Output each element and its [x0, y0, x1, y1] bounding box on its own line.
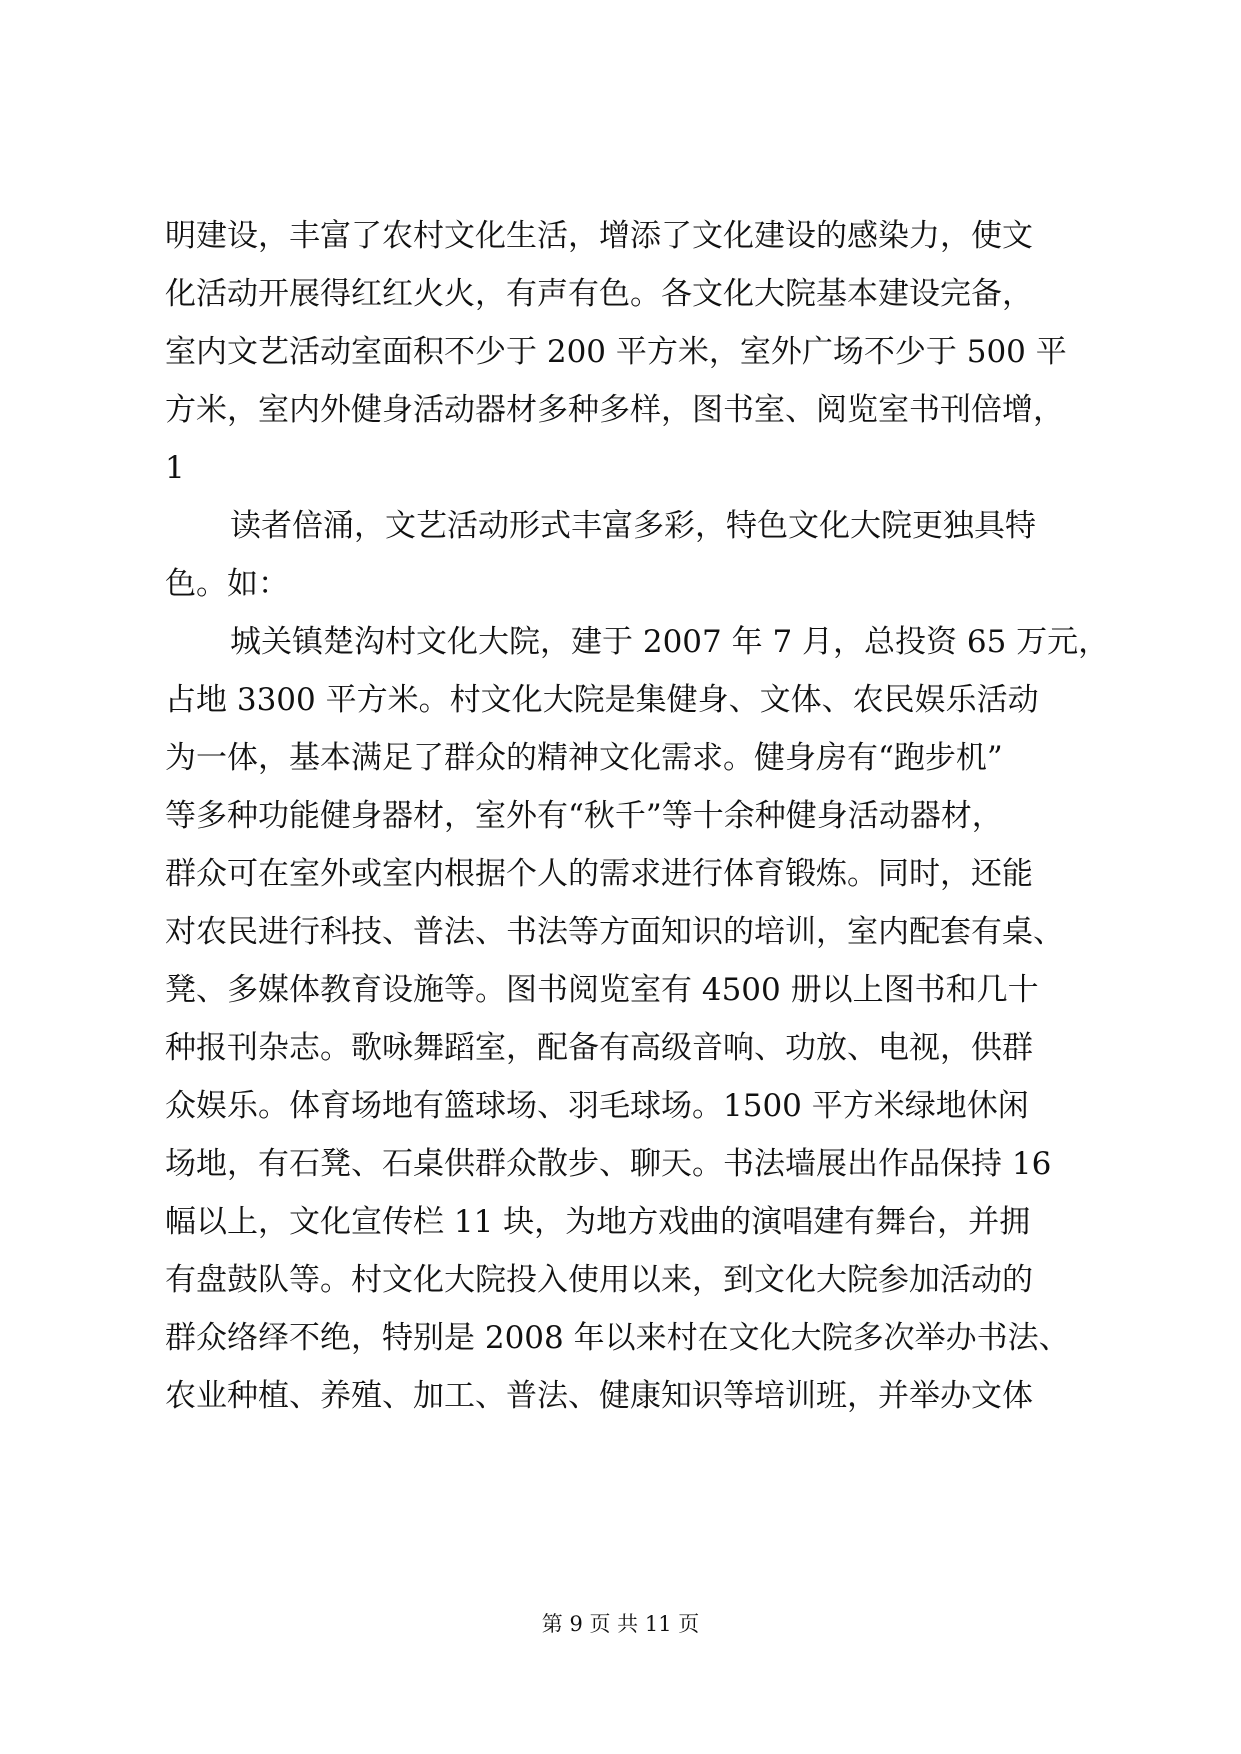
text-line: 群众可在室外或室内根据个人的需求进行体育锻炼。同时，还能 [165, 856, 1033, 892]
text-line: 有盘鼓队等。村文化大院投入使用以来，到文化大院参加活动的 [165, 1262, 1033, 1298]
text-line: 幅以上，文化宣传栏 11 块，为地方戏曲的演唱建有舞台，并拥 [165, 1204, 1031, 1240]
text-line: 室内文艺活动室面积不少于 200 平方米，室外广场不少于 500 平 [165, 334, 1067, 370]
text-line: 众娱乐。体育场地有篮球场、羽毛球场。1500 平方米绿地休闲 [165, 1088, 1029, 1124]
text-line: 方米，室内外健身活动器材多种多样，图书室、阅览室书刊倍增， [165, 392, 1064, 428]
text-line: 明建设，丰富了农村文化生活，增添了文化建设的感染力，使文 [165, 218, 1033, 254]
text-line: 对农民进行科技、普法、书法等方面知识的培训，室内配套有桌、 [165, 914, 1064, 950]
text-line: 等多种功能健身器材，室外有“秋千”等十余种健身活动器材， [165, 798, 1003, 834]
text-line: 场地，有石凳、石桌供群众散步、聊天。书法墙展出作品保持 16 [165, 1146, 1052, 1182]
paragraph-start-line: 城关镇楚沟村文化大院，建于 2007 年 7 月，总投资 65 万元， [230, 624, 1110, 660]
paragraph-start-line: 读者倍涌，文艺活动形式丰富多彩，特色文化大院更独具特 [230, 508, 1036, 544]
text-line: 化活动开展得红红火火，有声有色。各文化大院基本建设完备， [165, 276, 1033, 312]
text-line: 色。如： [165, 566, 289, 602]
page-marker: 1 [165, 450, 185, 486]
text-line: 占地 3300 平方米。村文化大院是集健身、文体、农民娱乐活动 [165, 682, 1039, 718]
page-footer: 第 9 页 共 11 页 [541, 1612, 700, 1636]
text-line: 凳、多媒体教育设施等。图书阅览室有 4500 册以上图书和几十 [165, 972, 1039, 1008]
text-line: 群众络绎不绝，特别是 2008 年以来村在文化大院多次举办书法、 [165, 1320, 1070, 1356]
text-line: 为一体，基本满足了群众的精神文化需求。健身房有“跑步机” [165, 740, 1003, 776]
text-line: 种报刊杂志。歌咏舞蹈室，配备有高级音响、功放、电视，供群 [165, 1030, 1033, 1066]
text-line: 农业种植、养殖、加工、普法、健康知识等培训班，并举办文体 [165, 1378, 1033, 1414]
